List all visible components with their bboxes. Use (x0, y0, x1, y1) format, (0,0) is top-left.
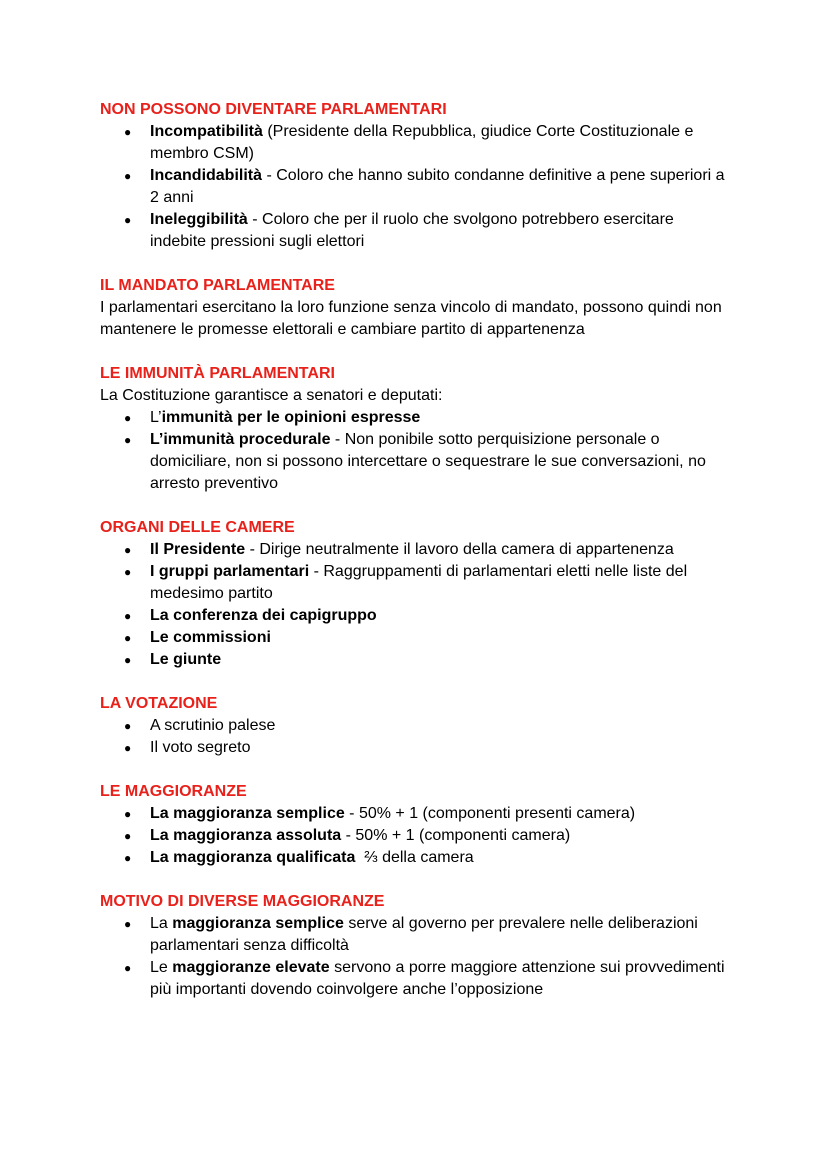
list-item (100, 539, 728, 561)
list-item (100, 957, 728, 1001)
item-text: - Coloro che hanno subito condanne definitive a pene superiori a 2 anni (150, 167, 725, 206)
item-text: - 50% + 1 (componenti camera) (341, 827, 571, 844)
item-bold: L’immunità procedurale (150, 431, 331, 448)
item-text: - Dirige neutralmente il lavoro della camera di appartenenza (245, 541, 674, 558)
item-bold: Incandidabilità (150, 167, 263, 184)
bullet-list (100, 803, 728, 869)
item-text: Il voto segreto (150, 739, 251, 756)
bullet-list (100, 407, 728, 495)
list-item (100, 605, 728, 627)
item-text: - Non ponibile sotto perquisizione personale o domiciliare, non si possono intercettare o sequestrare le sue conversazioni, no arresto preventivo (150, 431, 706, 492)
item-text: servono a porre maggiore attenzione sui provvedimenti più importanti dovendo coinvolgere anche l’opposizione (150, 959, 725, 998)
section-heading: NON POSSONO DIVENTARE PARLAMENTARI (100, 101, 447, 118)
item-text: A scrutinio palese (150, 717, 276, 734)
section-non-possono (100, 99, 728, 253)
list-item (100, 847, 728, 869)
item-bold: I gruppi parlamentari (150, 563, 310, 580)
section-maggioranze (100, 781, 728, 869)
item-bold: La maggioranza semplice (150, 805, 345, 822)
item-prefix: L’ (150, 409, 162, 426)
item-text: (Presidente della Repubblica, giudice Corte Costituzionale e membro CSM) (150, 123, 694, 162)
list-item (100, 121, 728, 165)
item-text: - Coloro che per il ruolo che svolgono potrebbero esercitare indebite pressioni sugli elettori (150, 211, 674, 250)
section-motivo (100, 891, 728, 1001)
item-bold: maggioranze elevate (172, 959, 330, 976)
section-votazione (100, 693, 728, 759)
section-heading: LE MAGGIORANZE (100, 783, 247, 800)
list-item (100, 627, 728, 649)
list-item (100, 737, 728, 759)
item-bold: Le giunte (150, 651, 222, 668)
item-text: - Raggruppamenti di parlamentari eletti nelle liste del medesimo partito (150, 563, 688, 602)
list-item (100, 649, 728, 671)
item-text: serve al governo per prevalere nelle deliberazioni parlamentari senza difficoltà (150, 915, 698, 954)
item-bold: maggioranza semplice (172, 915, 344, 932)
section-heading: MOTIVO DI DIVERSE MAGGIORANZE (100, 893, 385, 910)
list-item (100, 715, 728, 737)
item-bold: Il Presidente (150, 541, 246, 558)
item-bold: Le commissioni (150, 629, 271, 646)
bullet-list (100, 913, 728, 1001)
list-item (100, 803, 728, 825)
item-text: ⅔ della camera (355, 849, 474, 866)
bullet-list (100, 715, 728, 759)
list-item (100, 561, 728, 605)
item-text: - 50% + 1 (componenti presenti camera) (344, 805, 636, 822)
section-heading: IL MANDATO PARLAMENTARE (100, 277, 335, 294)
list-item (100, 407, 728, 429)
section-immunita (100, 363, 728, 495)
list-item (100, 165, 728, 209)
list-item (100, 209, 728, 253)
section-paragraph: I parlamentari esercitano la loro funzione senza vincolo di mandato, possono quindi non mantenere le promesse elettorali e cambiare partito di appartenenza (100, 299, 722, 338)
item-bold: La conferenza dei capigruppo (150, 607, 377, 624)
item-bold: Ineleggibilità (150, 211, 248, 228)
section-mandato (100, 275, 728, 341)
bullet-list (100, 539, 728, 671)
section-organi (100, 517, 728, 671)
section-paragraph: La Costituzione garantisce a senatori e deputati: (100, 387, 443, 404)
list-item (100, 825, 728, 847)
section-heading: ORGANI DELLE CAMERE (100, 519, 295, 536)
section-heading: LA VOTAZIONE (100, 695, 218, 712)
item-prefix: La (150, 915, 173, 932)
list-item (100, 913, 728, 957)
bullet-list (100, 121, 728, 253)
list-item (100, 429, 728, 495)
item-bold: Incompatibilità (150, 123, 263, 140)
item-bold: immunità per le opinioni espresse (161, 409, 421, 426)
section-heading: LE IMMUNITÀ PARLAMENTARI (100, 365, 335, 382)
item-prefix: Le (150, 959, 173, 976)
item-bold: La maggioranza assoluta (150, 827, 342, 844)
item-bold: La maggioranza qualificata (150, 849, 356, 866)
